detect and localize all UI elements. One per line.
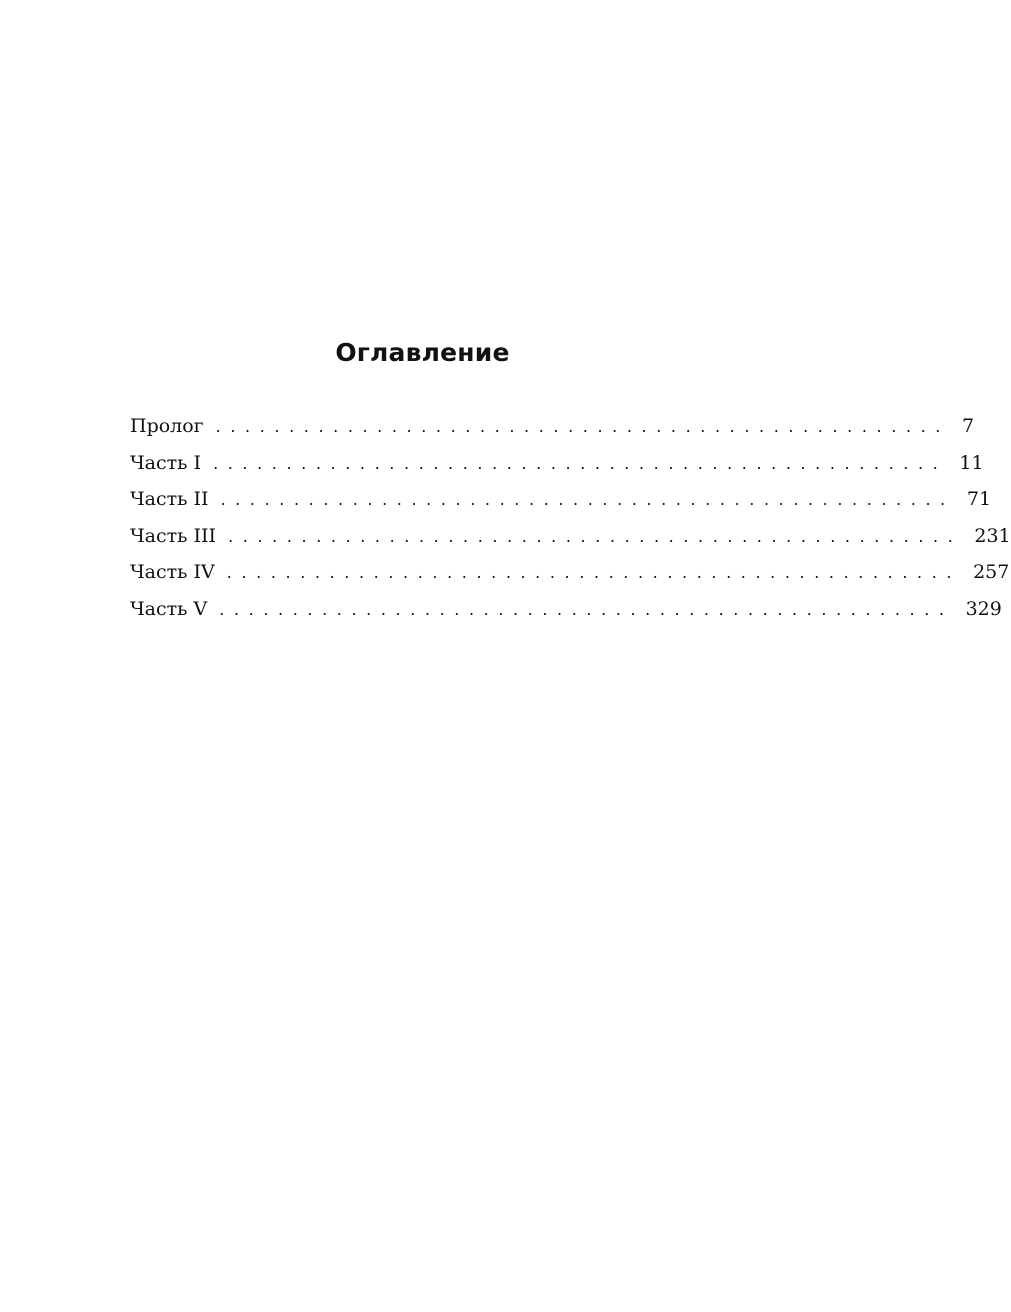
dot-leader: .................................................. (220, 490, 955, 510)
dot-leader: .................................................. (213, 453, 948, 473)
toc-entry-prologue[interactable] (130, 411, 975, 448)
toc-entry-part-5[interactable] (130, 594, 1002, 631)
toc-entry-page-number: 11 (959, 451, 984, 474)
toc-entry-page-number: 71 (966, 488, 992, 511)
toc-entry-page-number: 329 (965, 597, 1002, 620)
toc-entry-page-number: 257 (973, 561, 1010, 584)
toc-entry-page-number: 231 (974, 524, 1011, 547)
toc-entry-page-number: 7 (961, 415, 975, 437)
toc-entry-label: Часть V (130, 597, 208, 620)
toc-entry-label: Часть IV (130, 561, 215, 584)
page-title: Оглавление (335, 338, 510, 367)
toc-entry-part-3[interactable] (130, 521, 1011, 558)
toc-entry-label: Часть II (130, 488, 209, 511)
dot-leader: .................................................. (215, 417, 950, 436)
dot-leader: .................................................. (228, 526, 963, 546)
toc-entry-label: Пролог (130, 415, 204, 437)
toc-entry-part-2[interactable] (130, 484, 992, 521)
table-of-contents (130, 411, 1011, 631)
toc-entry-part-1[interactable] (130, 448, 984, 485)
dot-leader: .................................................. (219, 599, 954, 619)
dot-leader: .................................................. (226, 563, 962, 583)
toc-entry-label: Часть III (130, 524, 217, 547)
toc-entry-label: Часть I (130, 451, 202, 474)
toc-entry-part-4[interactable] (130, 557, 1010, 594)
